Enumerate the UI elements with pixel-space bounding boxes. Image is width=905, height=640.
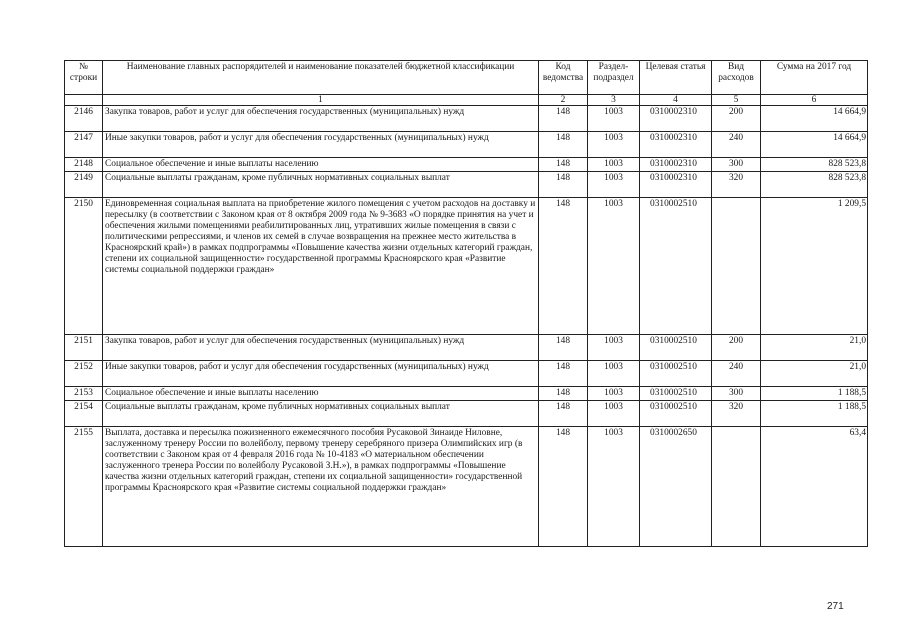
row-code: 148 bbox=[539, 427, 588, 547]
header-exp-type: Вид расходов bbox=[712, 61, 761, 95]
row-target: 0310002510 bbox=[640, 361, 712, 387]
table-row bbox=[65, 361, 868, 387]
row-number: 2149 bbox=[65, 172, 103, 198]
row-number: 2154 bbox=[65, 401, 103, 427]
header-code: Код ведомства bbox=[539, 61, 588, 95]
column-number: 3 bbox=[588, 95, 640, 106]
table-row bbox=[65, 401, 868, 427]
row-section: 1003 bbox=[588, 427, 640, 547]
row-code: 148 bbox=[539, 387, 588, 401]
table-row bbox=[65, 172, 868, 198]
row-target: 0310002510 bbox=[640, 335, 712, 361]
row-code: 148 bbox=[539, 335, 588, 361]
row-name: Закупка товаров, работ и услуг для обеспечения государственных (муниципальных) нужд bbox=[103, 335, 539, 361]
row-section: 1003 bbox=[588, 198, 640, 335]
row-section: 1003 bbox=[588, 387, 640, 401]
row-target: 0310002310 bbox=[640, 132, 712, 158]
column-number: 6 bbox=[761, 95, 868, 106]
row-target: 0310002510 bbox=[640, 387, 712, 401]
table-row bbox=[65, 106, 868, 132]
row-name: Единовременная социальная выплата на приобретение жилого помещения с учетом расходов на доставку и пересылку (в соответствии с Законом края от 8 октября 2009 года № 9-3683 «О порядке принятия на учет и обеспечения жилыми помещениями реабилитированных лиц, утративших жилые помещения в связи с политическими репрессиями, и членов их семей в случае возвращения на прежнее место жительства в Красноярский край») в рамках подпрограммы «Повышение качества жизни отдельных категорий граждан, степени их социальной защищенности» государственной программы Красноярского края «Развитие системы социальной поддержки граждан» bbox=[103, 198, 539, 335]
row-code: 148 bbox=[539, 361, 588, 387]
row-number: 2146 bbox=[65, 106, 103, 132]
row-exp-type: 320 bbox=[712, 172, 761, 198]
row-number: 2152 bbox=[65, 361, 103, 387]
row-number: 2148 bbox=[65, 158, 103, 172]
table-row bbox=[65, 427, 868, 547]
row-code: 148 bbox=[539, 158, 588, 172]
row-exp-type: 300 bbox=[712, 387, 761, 401]
header-row bbox=[65, 61, 868, 95]
column-number: 2 bbox=[539, 95, 588, 106]
row-sum: 63,4 bbox=[761, 427, 868, 547]
row-exp-type: 200 bbox=[712, 106, 761, 132]
row-sum: 1 188,5 bbox=[761, 401, 868, 427]
row-exp-type bbox=[712, 198, 761, 335]
row-exp-type: 200 bbox=[712, 335, 761, 361]
row-section: 1003 bbox=[588, 172, 640, 198]
row-sum: 21,0 bbox=[761, 361, 868, 387]
budget-table bbox=[64, 60, 868, 547]
row-name: Социальные выплаты гражданам, кроме публичных нормативных социальных выплат bbox=[103, 401, 539, 427]
row-target: 0310002310 bbox=[640, 172, 712, 198]
row-name: Социальное обеспечение и иные выплаты населению bbox=[103, 387, 539, 401]
row-code: 148 bbox=[539, 106, 588, 132]
row-sum: 1 209,5 bbox=[761, 198, 868, 335]
table-row bbox=[65, 198, 868, 335]
row-sum: 14 664,9 bbox=[761, 106, 868, 132]
column-number: 1 bbox=[103, 95, 539, 106]
row-exp-type bbox=[712, 427, 761, 547]
row-number: 2147 bbox=[65, 132, 103, 158]
row-target: 0310002310 bbox=[640, 158, 712, 172]
row-section: 1003 bbox=[588, 132, 640, 158]
header-section: Раздел-подраздел bbox=[588, 61, 640, 95]
header-name: Наименование главных распорядителей и наименование показателей бюджетной классификации bbox=[103, 61, 539, 95]
row-name: Иные закупки товаров, работ и услуг для обеспечения государственных (муниципальных) нужд bbox=[103, 361, 539, 387]
row-name: Социальные выплаты гражданам, кроме публичных нормативных социальных выплат bbox=[103, 172, 539, 198]
row-section: 1003 bbox=[588, 361, 640, 387]
row-exp-type: 320 bbox=[712, 401, 761, 427]
row-name: Социальное обеспечение и иные выплаты населению bbox=[103, 158, 539, 172]
row-name: Закупка товаров, работ и услуг для обеспечения государственных (муниципальных) нужд bbox=[103, 106, 539, 132]
header-row-no: № строки bbox=[65, 61, 103, 95]
row-section: 1003 bbox=[588, 158, 640, 172]
row-exp-type: 240 bbox=[712, 361, 761, 387]
row-code: 148 bbox=[539, 198, 588, 335]
row-name: Выплата, доставка и пересылка пожизненного ежемесячного пособия Русаковой Зинаиде Ниловне, заслуженному тренеру России по волейболу, первому тренеру серебряного призера Олимпийских игр (в соответствии с Законом края от 4 февраля 2016 года № 10-4183 «О материальном обеспечении заслуженного тренера России по волейболу Русаковой З.Н.»), в рамках подпрограммы «Повышение качества жизни отдельных категорий граждан, степени их социальной защищенности» государственной программы Красноярского края «Развитие системы социальной поддержки граждан» bbox=[103, 427, 539, 547]
row-code: 148 bbox=[539, 401, 588, 427]
row-target: 0310002510 bbox=[640, 198, 712, 335]
row-number: 2150 bbox=[65, 198, 103, 335]
column-number-row bbox=[65, 95, 868, 106]
row-number: 2153 bbox=[65, 387, 103, 401]
row-sum: 14 664,9 bbox=[761, 132, 868, 158]
column-number: 5 bbox=[712, 95, 761, 106]
table-row bbox=[65, 335, 868, 361]
row-section: 1003 bbox=[588, 335, 640, 361]
row-target: 0310002310 bbox=[640, 106, 712, 132]
row-section: 1003 bbox=[588, 106, 640, 132]
row-number: 2151 bbox=[65, 335, 103, 361]
header-target: Целевая статья bbox=[640, 61, 712, 95]
row-exp-type: 300 bbox=[712, 158, 761, 172]
row-sum: 1 188,5 bbox=[761, 387, 868, 401]
row-code: 148 bbox=[539, 172, 588, 198]
table-row bbox=[65, 387, 868, 401]
header-sum: Сумма на 2017 год bbox=[761, 61, 868, 95]
row-code: 148 bbox=[539, 132, 588, 158]
row-sum: 828 523,8 bbox=[761, 158, 868, 172]
column-number bbox=[65, 95, 103, 106]
row-sum: 828 523,8 bbox=[761, 172, 868, 198]
row-target: 0310002510 bbox=[640, 401, 712, 427]
row-name: Иные закупки товаров, работ и услуг для обеспечения государственных (муниципальных) нужд bbox=[103, 132, 539, 158]
row-target: 0310002650 bbox=[640, 427, 712, 547]
column-number: 4 bbox=[640, 95, 712, 106]
table-row bbox=[65, 132, 868, 158]
page-number: 271 bbox=[827, 601, 844, 612]
row-sum: 21,0 bbox=[761, 335, 868, 361]
row-exp-type: 240 bbox=[712, 132, 761, 158]
row-number: 2155 bbox=[65, 427, 103, 547]
row-section: 1003 bbox=[588, 401, 640, 427]
table-row bbox=[65, 158, 868, 172]
